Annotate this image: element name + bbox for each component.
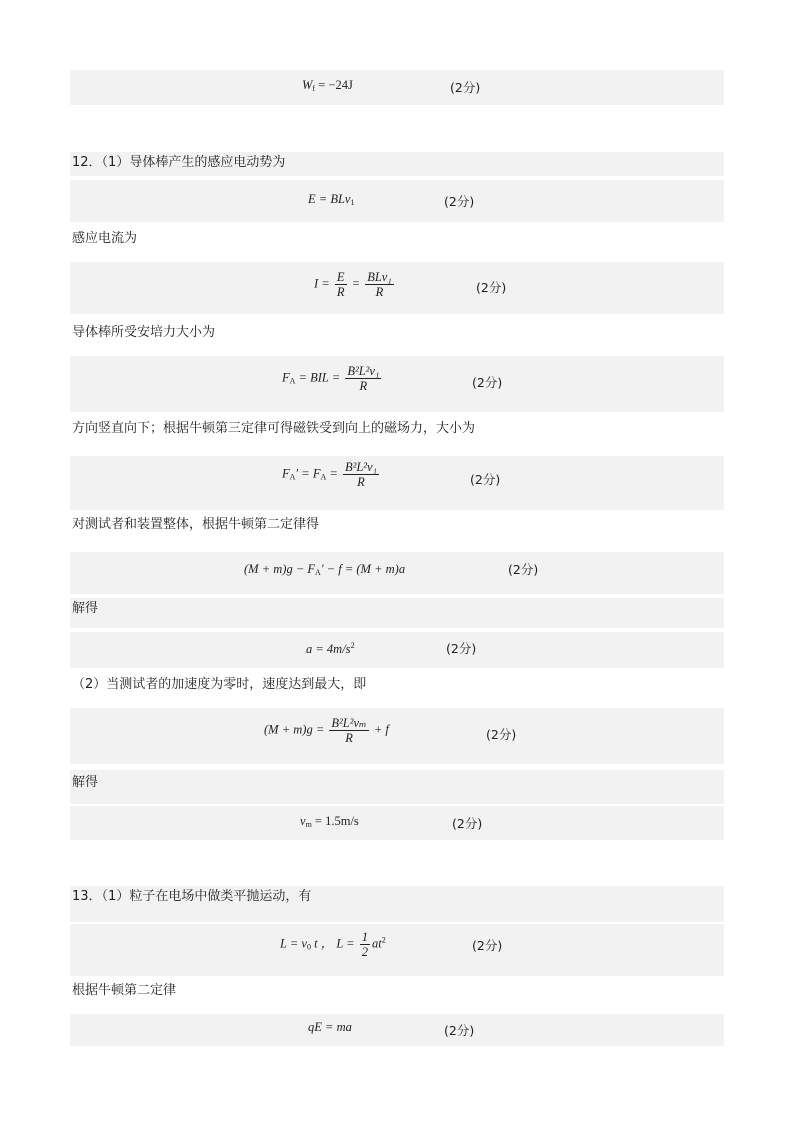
q12-text-6: 解得	[72, 601, 99, 616]
q12-text-4: 方向竖直向下；根据牛顿第三定律可得磁铁受到向上的磁场力，大小为	[72, 421, 476, 436]
q12-eq5-band	[70, 552, 724, 594]
score-label: (2分)	[476, 280, 507, 295]
q12-text-2: 感应电流为	[72, 231, 138, 246]
q12-text-3-row	[70, 324, 724, 348]
q13-eq1-band	[70, 924, 724, 976]
q13-text-2: 根据牛顿第二定律	[72, 983, 177, 998]
q13-newton-equation: qE = ma	[308, 1020, 352, 1034]
q12-current-equation: I = $\frac{E}{R}$ = $\frac{\text{BLv₁}}{R}$	[314, 270, 392, 299]
q11-equation-band	[70, 70, 724, 105]
q12-text-7: （2）当测试者的加速度为零时，速度达到最大，即	[72, 677, 367, 692]
score-label: (2分)	[444, 194, 475, 209]
score-label: (2分)	[470, 472, 501, 487]
q13-title: 13．（1）粒子在电场中做类平抛运动，有	[72, 889, 312, 904]
q12-text-7-row	[70, 676, 724, 700]
q12-eq7-band	[70, 708, 724, 764]
q12-text-8: 解得	[72, 775, 99, 790]
q12-velocity-result: $v_m = 1.5m/s$	[300, 814, 359, 829]
score-label: (2分)	[472, 375, 503, 390]
q13-text-2-row	[70, 982, 724, 1006]
q12-eq8-band	[70, 806, 724, 840]
q12-text-3: 导体棒所受安培力大小为	[72, 325, 216, 340]
score-label: (2分)	[472, 938, 503, 953]
score-label: (2分)	[508, 562, 539, 577]
q12-text-2-row	[70, 230, 724, 254]
q12-text-4-row	[70, 420, 724, 444]
q12-eq4-band	[70, 456, 724, 510]
q12-eq2-band	[70, 262, 724, 314]
q12-text-5-row	[70, 516, 724, 540]
q12-text-6-band	[70, 598, 724, 628]
score-label: (2分)	[444, 1023, 475, 1038]
q12-reaction-force-equation: $F_A' = F_A$ = $\frac{\text{B²L²v₁}}{R}$	[282, 460, 377, 489]
q12-title: 12．（1）导体棒产生的感应电动势为	[72, 155, 286, 170]
q12-eq1-band	[70, 180, 724, 222]
q12-text-8-band	[70, 770, 724, 804]
q12-max-velocity-equation: (M + m)g = $\frac{\text{B²L²vₘ}}{R}$ + f	[264, 716, 389, 745]
q12-acceleration-result: $a = 4m/s^2$	[306, 641, 355, 656]
score-label: (2分)	[486, 727, 517, 742]
q12-newton-second-law-equation: $(M + m)g - F_A' - f = (M + m)a$	[244, 562, 406, 577]
q11-wf-equation: $W_f = -24J$	[302, 78, 353, 93]
q12-eq3-band	[70, 356, 724, 412]
score-label: (2分)	[452, 816, 483, 831]
q12-ampere-force-equation: $F_A$ = BIL = $\frac{\text{B²L²v₁}}{R}$	[282, 364, 380, 393]
score-label: (2分)	[446, 641, 477, 656]
q12-title-band	[70, 152, 724, 176]
q12-emf-equation: E = BLv$_1$	[308, 192, 355, 207]
q13-eq2-band	[70, 1014, 724, 1046]
q12-text-5: 对测试者和装置整体，根据牛顿第二定律得	[72, 517, 320, 532]
q13-projectile-equations: $L = v_0$ t ， L = $\frac{1}{2}$ $at^2$	[280, 930, 386, 959]
q13-title-band	[70, 886, 724, 922]
score-label: (2分)	[450, 80, 481, 95]
q12-eq6-band	[70, 632, 724, 668]
